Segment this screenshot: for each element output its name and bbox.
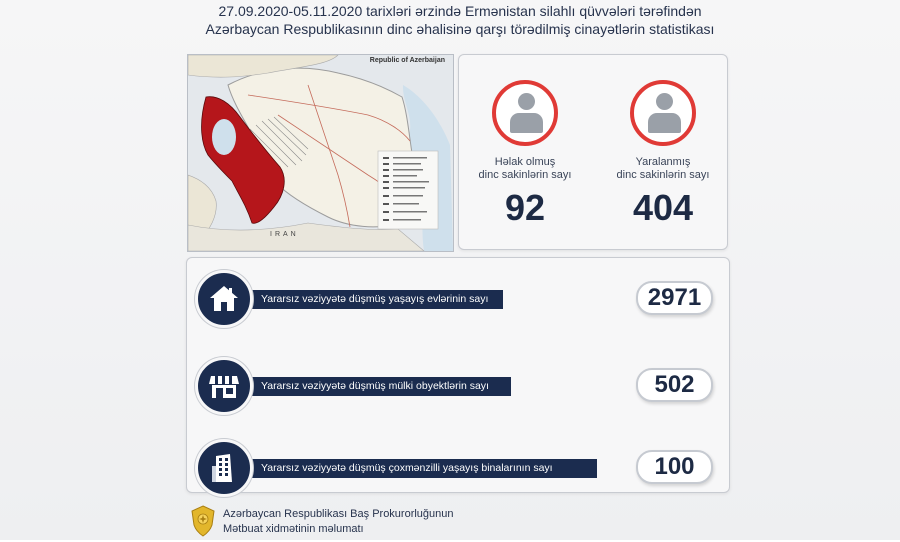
civil-objects-label: Yararsız vəziyyətə düşmüş mülki obyektlərin sayı (231, 377, 511, 396)
killed-label (465, 156, 585, 182)
house-icon (195, 270, 253, 328)
apartment-buildings-label: Yararsız vəziyyətə düşmüş çoxmənzilli yaşayış binalarının sayı (231, 459, 597, 478)
killed-stat (465, 80, 585, 226)
injured-label-line-1: Yaralanmış (635, 156, 691, 168)
apartment-building-icon (195, 439, 253, 497)
footer-line-1: Azərbaycan Respublikası Baş Prokurorluğunun (223, 508, 454, 520)
property-damage-panel (186, 257, 730, 493)
map-label-iran: IRAN (270, 231, 299, 238)
title-line-2: Azərbaycan Respublikasının dinc əhalisinə qarşı törədilmiş cinayətlərin statistikası (205, 21, 715, 37)
footer-source (223, 507, 543, 537)
map-of-azerbaijan (187, 54, 454, 252)
title-line-1: 27.09.2020-05.11.2020 tarixləri ərzində Ermənistan silahlı qüvvələri tərəfindən (218, 3, 702, 19)
page-title (180, 2, 740, 38)
civil-objects-row (187, 351, 729, 411)
civil-objects-count: 502 (636, 368, 713, 402)
killed-count: 92 (504, 187, 546, 228)
killed-label-line-2: dinc sakinlərin sayı (478, 169, 572, 181)
person-icon (492, 80, 558, 146)
casualty-panel (458, 54, 728, 250)
houses-row (187, 264, 729, 324)
map-graphic (188, 55, 453, 251)
houses-count: 2971 (636, 281, 713, 315)
map-title: Republic of Azerbaijan (369, 57, 445, 64)
injured-count: 404 (632, 187, 694, 228)
injured-stat (603, 80, 723, 226)
prosecutor-emblem-icon (190, 505, 216, 542)
shop-icon (195, 357, 253, 415)
injured-label-line-2: dinc sakinlərin sayı (616, 169, 710, 181)
apartment-buildings-count: 100 (636, 450, 713, 484)
footer-line-2: Mətbuat xidmətinin məlumatı (223, 523, 364, 535)
apartment-buildings-row (187, 433, 729, 493)
injured-label (603, 156, 723, 182)
killed-label-line-1: Həlak olmuş (494, 156, 556, 168)
person-icon (630, 80, 696, 146)
houses-label: Yararsız vəziyyətə düşmüş yaşayış evlərinin sayı (231, 290, 503, 309)
